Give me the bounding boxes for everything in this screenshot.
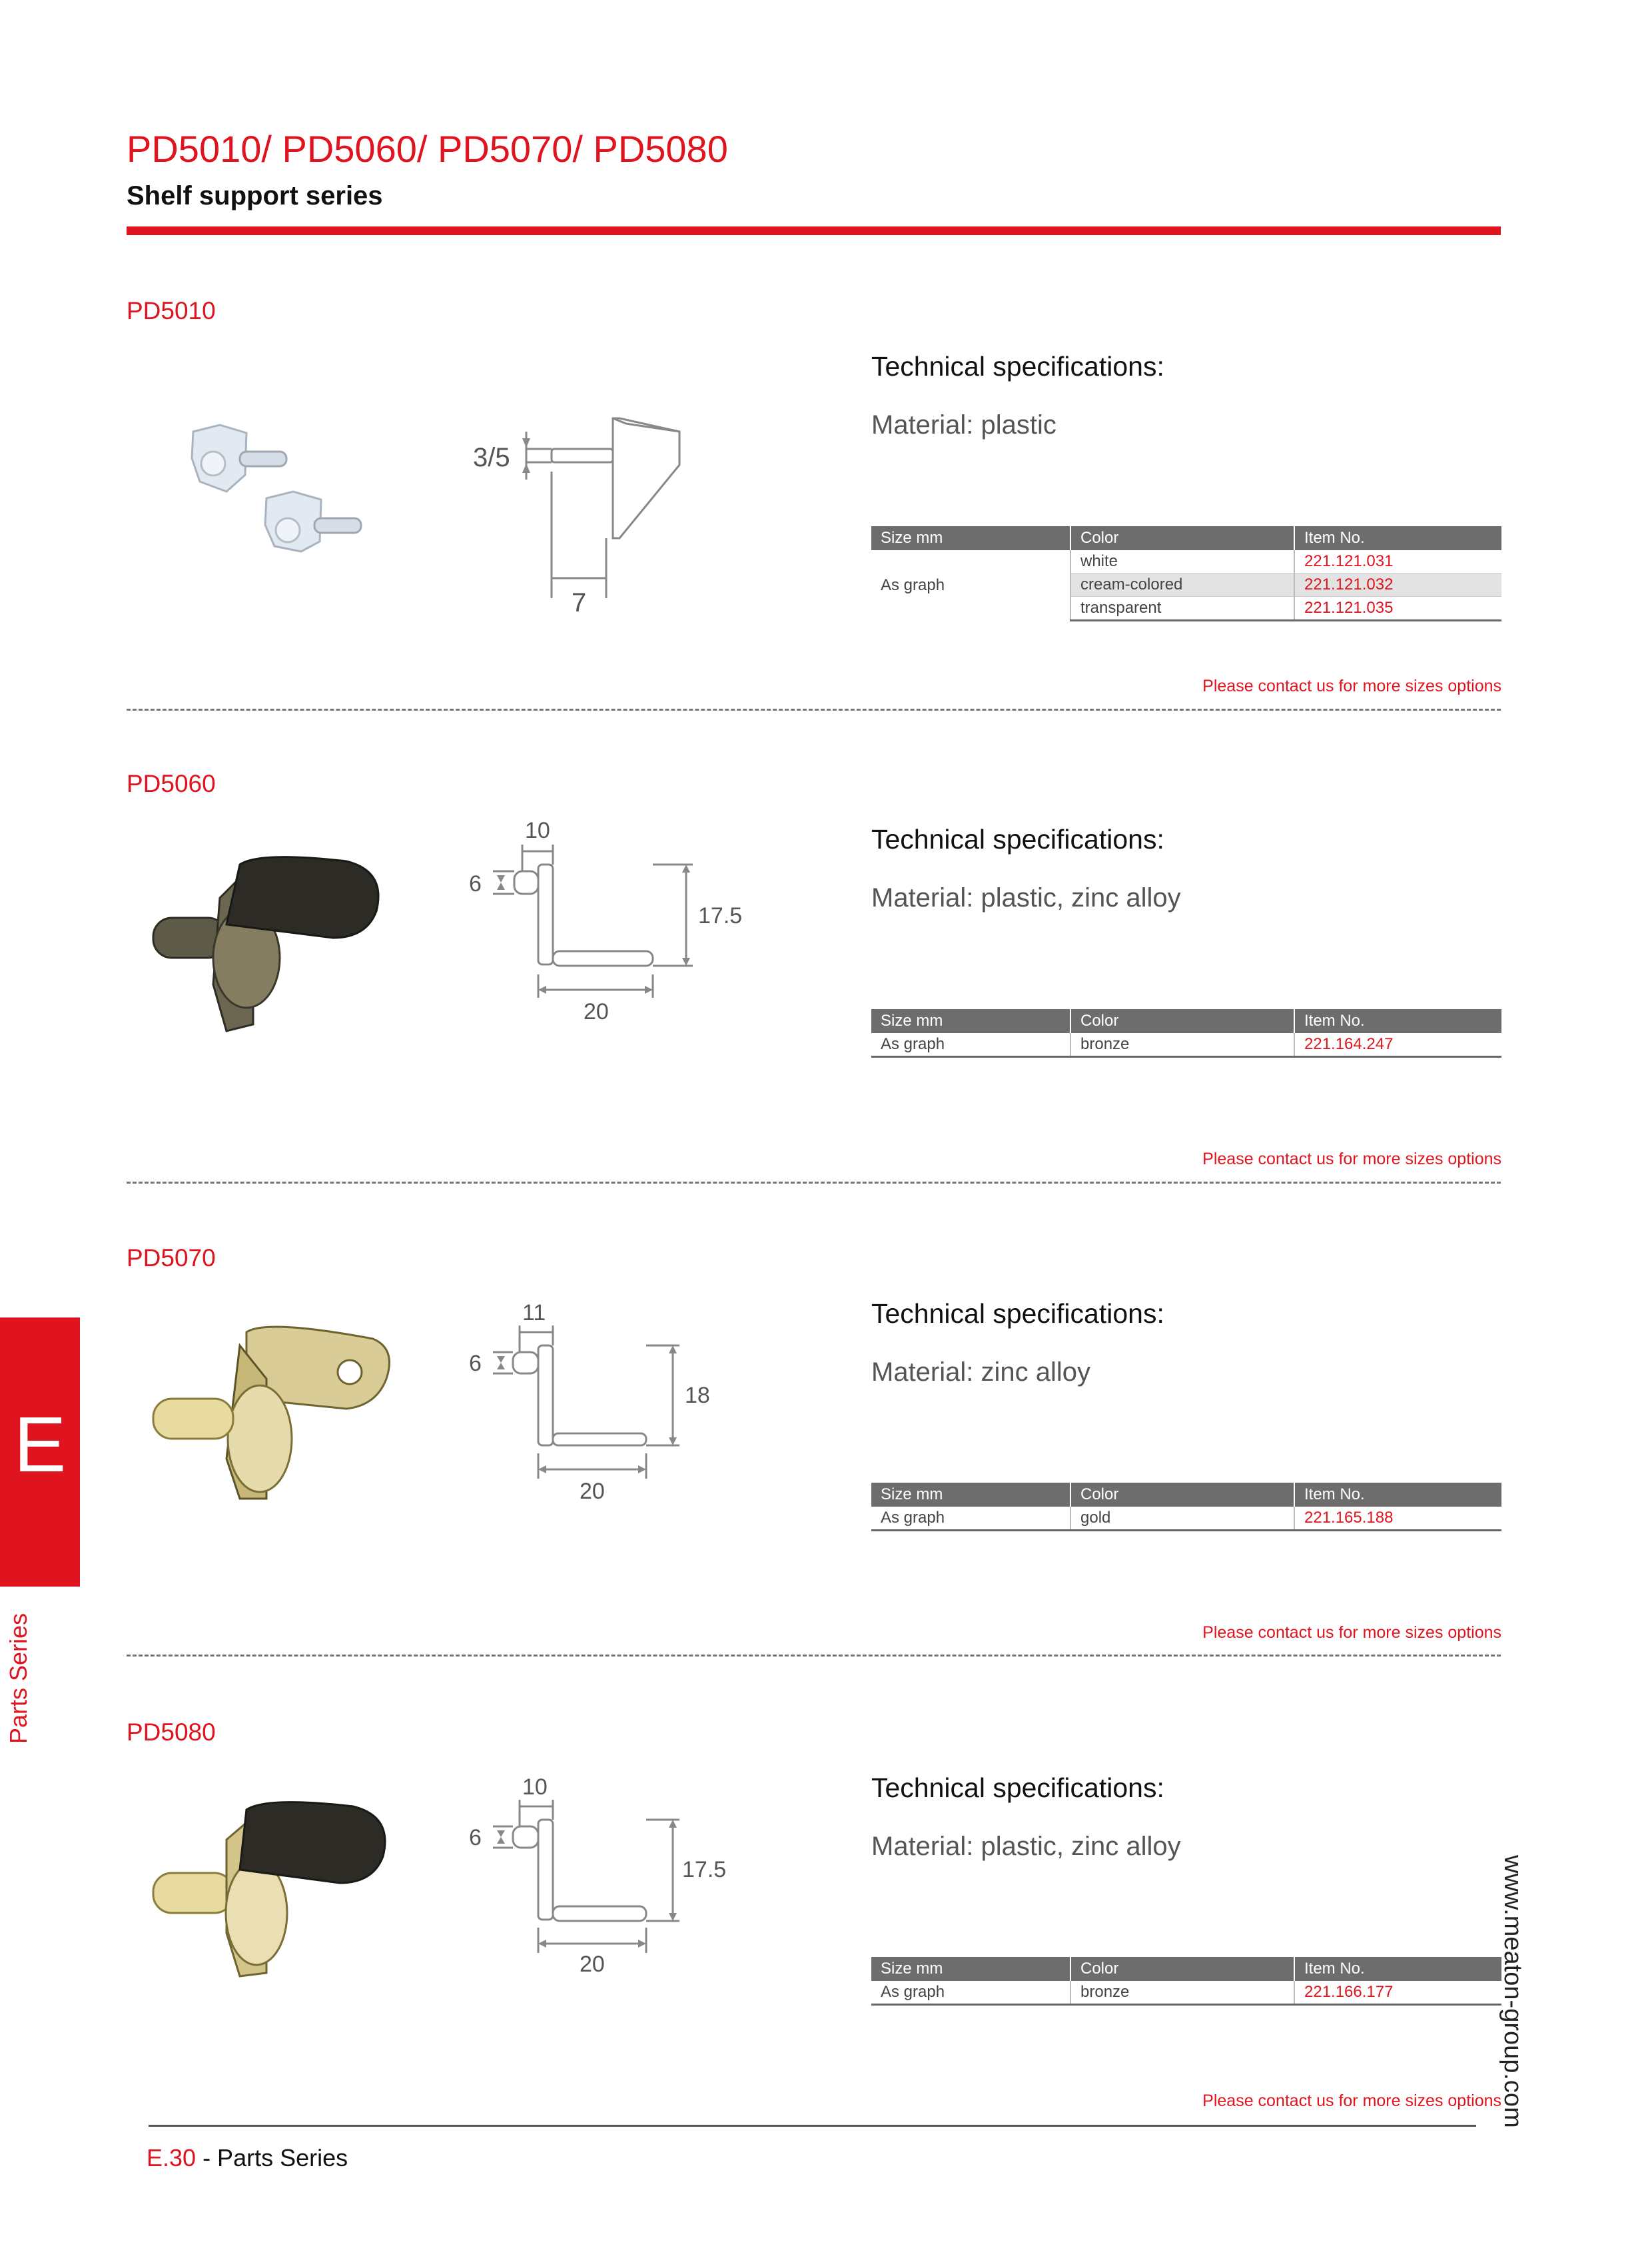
table-row bbox=[871, 1033, 1501, 1057]
dim-pin-dia-label: 6 bbox=[469, 871, 482, 897]
spec-material: Material: zinc alloy bbox=[871, 1357, 1091, 1387]
spec-table-pd5070 bbox=[871, 1483, 1501, 1531]
product-section-pd5070 bbox=[0, 1246, 1652, 1712]
technical-drawing-pd5060 bbox=[453, 811, 743, 1024]
website-url: www.meaton-group.com bbox=[1499, 1855, 1527, 2128]
contact-note: Please contact us for more sizes options bbox=[1202, 2091, 1501, 2110]
spec-heading: Technical specifications: bbox=[871, 351, 1164, 382]
dim-height-label: 18 bbox=[685, 1383, 710, 1408]
cell-item-no: 221.166.177 bbox=[1294, 1981, 1501, 2005]
dim-width-label: 20 bbox=[584, 999, 609, 1024]
dim-width-label: 20 bbox=[580, 1479, 605, 1504]
spec-table-pd5060 bbox=[871, 1009, 1501, 1058]
spec-table-pd5080 bbox=[871, 1957, 1501, 2006]
contact-note: Please contact us for more sizes options bbox=[1202, 677, 1501, 695]
product-photo-pd5060 bbox=[133, 825, 400, 1024]
col-header-size: Size mm bbox=[871, 1957, 1070, 1981]
col-header-color: Color bbox=[1070, 1009, 1294, 1033]
table-row bbox=[871, 550, 1501, 573]
cell-item-no: 221.164.247 bbox=[1294, 1033, 1501, 1057]
dim-height-label: 3/5 bbox=[473, 443, 510, 472]
technical-drawing-pd5080 bbox=[453, 1760, 733, 1977]
product-photo-pd5010 bbox=[133, 352, 400, 552]
product-section-pd5060 bbox=[0, 771, 1652, 1238]
spec-table-pd5010 bbox=[871, 526, 1501, 621]
col-header-size: Size mm bbox=[871, 1009, 1070, 1033]
spec-material: Material: plastic, zinc alloy bbox=[871, 883, 1181, 913]
spec-heading: Technical specifications: bbox=[871, 824, 1164, 855]
cell-item-no: 221.121.035 bbox=[1294, 597, 1501, 621]
col-header-item: Item No. bbox=[1294, 1957, 1501, 1981]
dim-pin-len-label: 11 bbox=[522, 1300, 546, 1325]
cell-item-no: 221.121.031 bbox=[1294, 550, 1501, 573]
dim-width-label: 20 bbox=[580, 1952, 605, 1977]
spec-heading: Technical specifications: bbox=[871, 1772, 1164, 1803]
spec-material: Material: plastic bbox=[871, 410, 1056, 440]
dim-pin-len-label: 10 bbox=[522, 1774, 548, 1800]
product-code: PD5010 bbox=[127, 297, 216, 324]
cell-color: cream-colored bbox=[1070, 573, 1294, 597]
product-section-pd5080 bbox=[0, 1720, 1652, 2186]
dim-width-label: 7 bbox=[572, 588, 587, 617]
cell-size: As graph bbox=[871, 1507, 1070, 1531]
cell-item-no: 221.121.032 bbox=[1294, 573, 1501, 597]
col-header-size: Size mm bbox=[871, 526, 1070, 550]
section-tab-letter: E bbox=[13, 1401, 67, 1489]
footer-label: - Parts Series bbox=[196, 2144, 348, 2171]
table-row bbox=[871, 1507, 1501, 1531]
col-header-item: Item No. bbox=[1294, 526, 1501, 550]
section-divider bbox=[127, 1655, 1501, 1657]
section-divider bbox=[127, 709, 1501, 711]
cell-size: As graph bbox=[881, 575, 945, 594]
cell-color: white bbox=[1070, 550, 1294, 573]
col-header-color: Color bbox=[1070, 526, 1294, 550]
col-header-color: Color bbox=[1070, 1483, 1294, 1507]
dim-height-label: 17.5 bbox=[698, 903, 743, 929]
cell-size: As graph bbox=[871, 1033, 1070, 1057]
product-code: PD5080 bbox=[127, 1718, 216, 1746]
dim-pin-dia-label: 6 bbox=[469, 1825, 482, 1850]
product-photo-pd5070 bbox=[133, 1299, 400, 1499]
dim-pin-len-label: 10 bbox=[525, 818, 550, 843]
technical-drawing-pd5010 bbox=[453, 338, 733, 617]
footer-rule bbox=[149, 2125, 1476, 2127]
product-code: PD5060 bbox=[127, 770, 216, 797]
cell-color: transparent bbox=[1070, 597, 1294, 621]
col-header-size: Size mm bbox=[871, 1483, 1070, 1507]
product-photo-pd5080 bbox=[133, 1773, 400, 1973]
product-code: PD5070 bbox=[127, 1244, 216, 1272]
col-header-item: Item No. bbox=[1294, 1009, 1501, 1033]
header-rule bbox=[127, 226, 1501, 235]
contact-note: Please contact us for more sizes options bbox=[1202, 1150, 1501, 1168]
cell-color: bronze bbox=[1070, 1981, 1294, 2005]
section-divider bbox=[127, 1182, 1501, 1184]
footer bbox=[147, 2146, 348, 2170]
table-row bbox=[871, 1981, 1501, 2005]
cell-item-no: 221.165.188 bbox=[1294, 1507, 1501, 1531]
contact-note: Please contact us for more sizes options bbox=[1202, 1623, 1501, 1642]
cell-color: gold bbox=[1070, 1507, 1294, 1531]
cell-size: As graph bbox=[871, 1981, 1070, 2005]
page-subtitle: Shelf support series bbox=[127, 181, 383, 210]
section-tab-label: Parts Series bbox=[5, 1613, 32, 1744]
technical-drawing-pd5070 bbox=[453, 1286, 733, 1504]
product-section-pd5010 bbox=[0, 298, 1652, 765]
page-title: PD5010/ PD5060/ PD5070/ PD5080 bbox=[127, 128, 728, 170]
spec-heading: Technical specifications: bbox=[871, 1298, 1164, 1329]
dim-pin-dia-label: 6 bbox=[469, 1351, 482, 1376]
page-number: E.30 bbox=[147, 2144, 197, 2171]
spec-material: Material: plastic, zinc alloy bbox=[871, 1832, 1181, 1861]
col-header-color: Color bbox=[1070, 1957, 1294, 1981]
cell-color: bronze bbox=[1070, 1033, 1294, 1057]
dim-height-label: 17.5 bbox=[682, 1857, 727, 1882]
col-header-item: Item No. bbox=[1294, 1483, 1501, 1507]
